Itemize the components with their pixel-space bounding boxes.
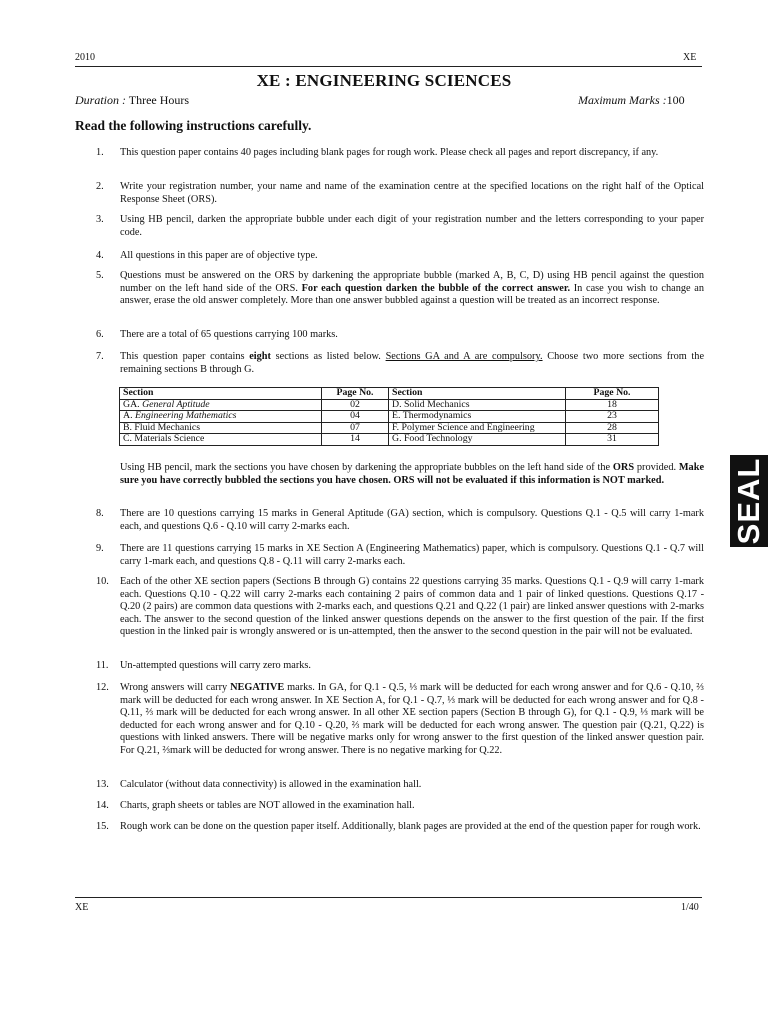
item-text-part: Using HB pencil, mark the sections you have chosen by darkening the appropriate bubbles on the left hand side of the — [120, 462, 613, 473]
item-text-part: In case you wish to change an answer, erase the old answer completely. More than one answer bubbled against a question will be treated as an incorrect response. — [120, 282, 704, 307]
table-row — [120, 422, 659, 434]
sections-table — [119, 387, 659, 446]
item-number: 11. — [96, 660, 109, 671]
item-text-part: sections as listed below. — [270, 351, 386, 362]
item-text — [120, 351, 704, 376]
table-cell: 02 — [322, 399, 389, 411]
seal-tab — [730, 455, 768, 547]
item-text: Calculator (without data connectivity) is allowed in the examination hall. — [120, 779, 422, 790]
item-number: 7. — [96, 351, 104, 362]
item-text — [120, 270, 704, 308]
footer-paper-code: XE — [75, 902, 89, 913]
table-header: Page No. — [322, 388, 389, 400]
table-cell: B. Fluid Mechanics — [120, 422, 322, 434]
item-text: There are a total of 65 questions carrying 100 marks. — [120, 329, 338, 340]
table-cell: 28 — [566, 422, 659, 434]
item-text: Using HB pencil, darken the appropriate bubble under each digit of your registration number and the letters corresponding to your paper code. — [120, 214, 704, 238]
table-header-row — [120, 388, 659, 400]
table-header: Page No. — [566, 388, 659, 400]
item-number: 3. — [96, 214, 104, 225]
item-text-bold: NEGATIVE — [230, 682, 285, 693]
exam-year: 2010 — [75, 52, 95, 63]
table-cell: 18 — [566, 399, 659, 411]
item-text — [120, 462, 704, 487]
item-text-part: marks. In GA, for Q.1 - Q.5, ⅓ mark will be deducted for each wrong answer and for Q.6 - Q.10, ⅔ mark will be deducted for each wrong answer. In XE Section A, for Q.1 - Q.7, ⅓ mark will be deducted for each wrong answer and for Q.8 - Q.11, ⅔ mark will be deducted for each wrong answer. In all other XE section papers (Section B through G), for Q.1 - Q.9, ⅓ mark will be deducted for each wrong answer and for Q.10 - Q.20, ⅔ mark will be deducted for each wrong answer. The question pair (Q.21, Q.22) is questions with linked answers. There will be negative marks only for wrong answer to the first question of the linked answer question pair. For Q.21, ⅔mark will be deducted for wrong answer. There is no negative marking for Q.22. — [120, 682, 705, 756]
item-number: 6. — [96, 329, 104, 340]
table-row — [120, 399, 659, 411]
item-text: This question paper contains 40 pages including blank pages for rough work. Please check all pages and report discrepancy, if any. — [120, 147, 659, 158]
table-row — [120, 434, 659, 446]
item-number: 8. — [96, 508, 104, 519]
table-cell — [120, 411, 322, 423]
item-number: 4. — [96, 250, 104, 261]
table-cell: 04 — [322, 411, 389, 423]
item-number: 15. — [96, 821, 109, 832]
seal-label: SEAL — [731, 457, 766, 545]
item-text: All questions in this paper are of objective type. — [120, 250, 318, 261]
marks-value: 100 — [666, 93, 685, 107]
item-number: 12. — [96, 682, 109, 693]
header-rule — [75, 66, 702, 67]
maximum-marks — [578, 93, 685, 108]
table-cell: F. Polymer Science and Engineering — [389, 422, 566, 434]
item-number: 5. — [96, 270, 104, 281]
table-cell: E. Thermodynamics — [389, 411, 566, 423]
section-name: General Aptitude — [142, 398, 210, 410]
item-text-part: provided. — [634, 462, 679, 473]
item-text: Un-attempted questions will carry zero marks. — [120, 660, 312, 671]
item-text-underlined: Sections GA and A are compulsory. — [385, 351, 543, 362]
item-text-part: Questions must be answered on the ORS by darkening the appropriate bubble (marked A, B, C, D) using HB pencil against the question number on the left hand side of the ORS. — [120, 270, 704, 294]
item-text: Charts, graph sheets or tables are NOT allowed in the examination hall. — [120, 800, 415, 811]
table-cell: C. Materials Science — [120, 434, 322, 446]
table-header: Section — [389, 388, 566, 400]
item-number: 1. — [96, 147, 104, 158]
instructions-heading: Read the following instructions carefully. — [75, 118, 312, 133]
table-header: Section — [120, 388, 322, 400]
footer-rule — [75, 897, 702, 898]
page-number: 1/40 — [681, 902, 699, 913]
section-code: A. — [123, 410, 135, 421]
item-text-part: Choose two more sections from the remaining sections B through G. — [120, 351, 705, 375]
item-text: Write your registration number, your name and name of the examination centre at the specified locations on the right half of the Optical Response Sheet (ORS). — [120, 181, 704, 205]
item-number: 2. — [96, 181, 104, 192]
table-row — [120, 411, 659, 423]
item-number: 9. — [96, 543, 104, 554]
table-cell: 07 — [322, 422, 389, 434]
marks-label: Maximum Marks : — [578, 93, 667, 107]
item-text — [120, 682, 704, 758]
item-number: 10. — [96, 576, 109, 587]
item-text-bold: Make sure you have correctly bubbled the sections you have chosen. ORS will not be evaluated if this information is NOT marked. — [120, 462, 705, 486]
duration-label: Duration : — [75, 93, 126, 107]
item-text: Each of the other XE section papers (Sections B through G) contains 22 questions carrying 35 marks. Questions Q.1 - Q.9 will carry 1-mark each. Questions Q.10 - Q.22 will carry 2-marks each containing 2 pairs of common data and 1 pair of linked questions. Questions Q.17 - Q.20 (2 pairs) are common data questions with 2-marks each, and questions Q.21 and Q.22 (1 pair) are linked answer questions with 2-marks each. The answer to the second question of the linked answer questions depends on the answer to the first question of the pair. If the first question in the linked pair is wrongly answered or is un-attempted, then the answer to the second question in the pair will not be evaluated. — [120, 576, 704, 638]
duration — [75, 93, 189, 108]
table-cell: 14 — [322, 434, 389, 446]
duration-value: Three Hours — [126, 93, 190, 107]
table-cell: G. Food Technology — [389, 434, 566, 446]
section-name: Engineering Mathematics — [134, 410, 237, 421]
item-text: Rough work can be done on the question paper itself. Additionally, blank pages are provided at the end of the question paper for rough work. — [120, 821, 701, 832]
item-text: There are 11 questions carrying 15 marks in XE Section A (Engineering Mathematics) paper, which is compulsory. Questions Q.1 - Q.7 will carry 1-mark each, and questions Q.8 - Q.11 will carry 2-marks each. — [120, 543, 704, 567]
table-cell: 31 — [566, 434, 659, 446]
table-cell: D. Solid Mechanics — [389, 399, 566, 411]
table-cell — [120, 399, 322, 411]
table-cell: 23 — [566, 411, 659, 423]
item-text-bold: For each question darken the bubble of the correct answer. — [301, 282, 571, 294]
section-code: GA. — [123, 398, 143, 410]
item-number: 13. — [96, 779, 109, 790]
item-text: There are 10 questions carrying 15 marks in General Aptitude (GA) section, which is compulsory. Questions Q.1 - Q.5 will carry 1-mark each, and questions Q.6 - Q.10 will carry 2-marks each. — [120, 508, 704, 532]
paper-title: XE : ENGINEERING SCIENCES — [256, 71, 512, 90]
item-text-part: Wrong answers will carry — [120, 682, 231, 693]
item-text-bold: ORS — [612, 462, 635, 473]
item-text-bold: eight — [249, 351, 271, 362]
paper-code: XE — [683, 52, 697, 63]
item-number: 14. — [96, 800, 109, 811]
item-text-part: This question paper contains — [120, 351, 250, 362]
